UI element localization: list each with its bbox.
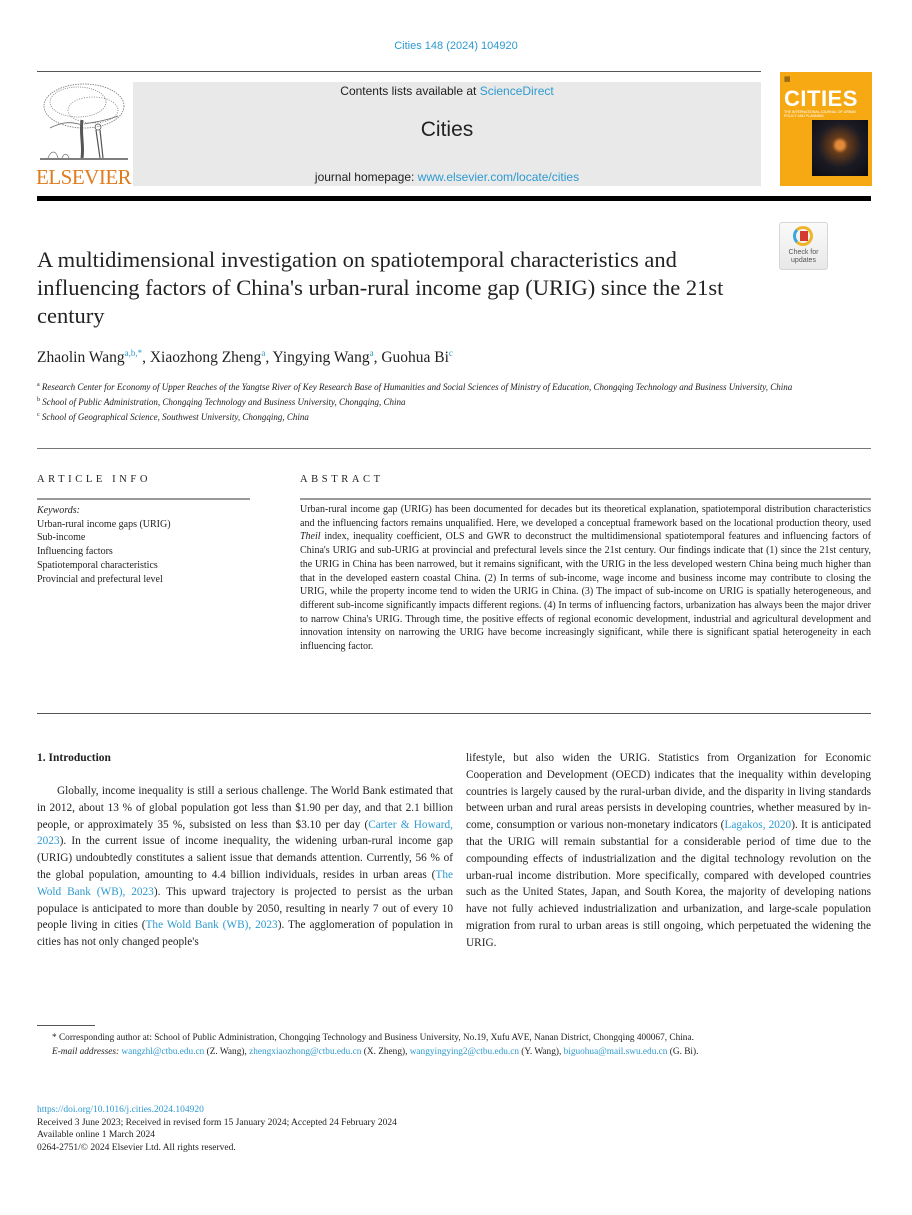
affiliation-text: School of Geographical Science, Southwest University, Chongqing, China — [41, 412, 309, 422]
check-line1: Check for — [788, 249, 819, 256]
section-rule — [37, 448, 871, 449]
affiliation — [37, 379, 797, 394]
keyword: Provincial and prefectural level — [37, 573, 163, 585]
contents-line — [133, 84, 761, 98]
body-text: lifestyle, but also widen the URIG. Statistics from Organization for Economic Cooperation and Development (OECD) indicates that the inequality within developing countries is largely caused by the rural-urban divide, and the disparity in living standards between urban and rural areas persists in developing countries, whether measured by income, consumption or various non-monetary indicators ( — [466, 752, 871, 832]
abstract-part: index, inequality coefficient, OLS and GWR to deconstruct the multidimensional spatiotemporal features and influencing factors of China's URIG and sub-URIG at provincial and prefectural levels since the 21st century. Our findings indicate that (1) since the 21st century, the URIG in China has been narrowed, but it remains significant, with the URIG in the less developed western China being much higher than that in the developed eastern coastal China. (2) In terms of sub-income, wage income and business income may contribute to closing the URIG, while the property income tend to widen the URIG in China. (3) The impact of sub-income on URIG is spatially heterogeneous, and different sub-income significantly impacts different regions. (4) In terms of influencing factors, urbanization has always been the major driver to narrow China's URIG. Through time, the positive effects of regional economic development, industrial and agricultural development and innovation intensity on narrowing the URIG have become increasingly significant, while there is significant spatial heterogeneity in each influencing factor. — [300, 531, 871, 653]
affiliation-text: School of Public Administration, Chongqing Technology and Business University, Chongqing, China — [42, 397, 406, 407]
homepage-line — [133, 170, 761, 184]
author[interactable] — [381, 349, 453, 366]
publication-history: Received 3 June 2023; Received in revised form 15 January 2024; Accepted 24 February 2024 — [37, 1117, 397, 1128]
reference-link[interactable]: The Wold Bank (WB), 2023 — [145, 919, 278, 932]
bookmark-icon — [800, 231, 808, 241]
article-info-rule — [37, 498, 250, 500]
cover-subtitle: THE INTERNATIONAL JOURNAL OF URBAN POLICY AND PLANNING — [784, 110, 856, 118]
keywords-block — [37, 504, 277, 586]
article-info-heading: ARTICLE INFO — [37, 474, 152, 485]
email-link[interactable]: zhengxiaozhong@ctbu.edu.cn — [249, 1047, 362, 1057]
email-owner: (X. Zheng), — [361, 1047, 410, 1057]
check-line2: updates — [791, 257, 816, 264]
publication-info — [37, 1104, 637, 1154]
keyword: Sub-income — [37, 532, 86, 544]
keywords-heading: Keywords: — [37, 505, 80, 516]
intro-right-column — [466, 750, 871, 952]
article-title: A multidimensional investigation on spatiotemporal characteristics and influencing factors of China's urban-rural income gap (URIG) since the 21st century — [37, 247, 724, 328]
header-rule — [37, 71, 761, 72]
journal-name: Cities — [420, 118, 474, 141]
elsevier-wordmark: ELSEVIER — [36, 165, 132, 189]
abstract-text — [300, 503, 871, 654]
reference-link[interactable]: Lagakos, 2020 — [724, 819, 792, 832]
author-affil-marks[interactable]: c — [448, 348, 453, 358]
author-name: Guohua Bi — [381, 349, 449, 367]
email-line — [37, 1045, 871, 1059]
author-affil-marks[interactable]: a,b,* — [124, 348, 143, 358]
keyword: Spatiotemporal characteristics — [37, 559, 158, 571]
abstract-heading: ABSTRACT — [300, 474, 384, 485]
author-affil-marks[interactable]: a — [261, 348, 266, 358]
email-link[interactable]: wangyingying2@ctbu.edu.cn — [409, 1047, 519, 1057]
affiliations — [37, 379, 797, 424]
copyright: 0264-2751/© 2024 Elsevier Ltd. All rights reserved. — [37, 1142, 236, 1153]
body-text: ). It is anticipated that the URIG will remain substantial for a considerable period of time due to the compounding effects of industrialization and the digital technology revolution on the urban-rual income distribution. More specifically, compared with developed countries such as the United States, Japan, and South Korea, the majority of developing nations have not fully achieved industrialization and urbanization, and large-scale population migration from rural to urban areas is still ongoing, which perpetuated the widening the URIG. — [466, 819, 871, 949]
author[interactable] — [273, 349, 382, 366]
abstract-rule — [300, 498, 871, 500]
introduction-heading: 1. Introduction — [37, 752, 111, 764]
abstract-end-rule — [37, 713, 871, 714]
sciencedirect-link[interactable]: ScienceDirect — [479, 84, 554, 98]
author-affil-marks[interactable]: a — [369, 348, 374, 358]
available-online: Available online 1 March 2024 — [37, 1130, 156, 1140]
body-text: ). The agglomeration of population in cities has not only changed people's — [37, 919, 453, 949]
affiliation-mark: c — [37, 412, 40, 418]
corresponding-author-note: * Corresponding author at: School of Public Administration, Chongqing Technology and Business University, No.19, Xufu AVE, Nanan District, Chongqing 400067, China. — [52, 1033, 694, 1043]
affiliation — [37, 409, 797, 424]
journal-masthead — [133, 82, 761, 186]
author-separator: , — [142, 349, 150, 367]
affiliation-mark: b — [37, 397, 40, 403]
email-owner: (Z. Wang), — [204, 1047, 250, 1057]
affiliation-mark: a — [37, 382, 40, 388]
contents-prefix: Contents lists available at — [340, 84, 480, 98]
affiliation — [37, 394, 797, 409]
journal-homepage-link[interactable]: www.elsevier.com/locate/cities — [417, 170, 580, 184]
reference-link[interactable]: Carter & Howard, 2023 — [37, 818, 453, 848]
homepage-prefix: journal homepage: — [314, 170, 418, 184]
author-name: Yingying Wang — [272, 349, 370, 367]
journal-cover[interactable] — [780, 72, 872, 186]
check-for-updates-label — [780, 249, 827, 265]
footnote-rule — [37, 1025, 95, 1026]
cover-title: CITIES — [784, 86, 858, 111]
doi-link[interactable]: https://doi.org/10.1016/j.cities.2024.104920 — [37, 1105, 204, 1115]
author-separator: , — [373, 349, 382, 367]
author[interactable] — [150, 349, 273, 366]
intro-left-column — [37, 783, 453, 951]
email-label: E-mail addresses: — [52, 1047, 120, 1057]
author-name: Xiaozhong Zheng — [149, 349, 262, 367]
body-text: ). In the current issue of income inequality, the widening urban-rural income gap (URIG) undoubtedly constitutes a salient issue that demands attention. Currently, 56 % of the global population, amounting to 4.4 billion individuals, resides in urban areas ( — [37, 835, 453, 881]
reference-link[interactable]: The Wold Bank (WB), 2023 — [37, 868, 453, 898]
author[interactable] — [37, 349, 150, 366]
check-for-updates-button[interactable] — [779, 222, 828, 270]
affiliation-text: Research Center for Economy of Upper Reaches of the Yangtse River of Key Research Base of Humanities and Social Sciences of Ministry of Education, Chongqing Technology and Business University, China — [41, 382, 793, 392]
header-thick-rule — [37, 196, 871, 201]
email-owner: (Y. Wang), — [518, 1047, 564, 1057]
email-owner: (G. Bi). — [667, 1047, 699, 1057]
cover-night-city-image — [812, 120, 868, 176]
keyword: Influencing factors — [37, 546, 113, 558]
body-text: ). This upward trajectory is projected to persist as the urban populace is anticipated to more than double by 2050, resulting in nearly 7 out of every 10 people living in cities ( — [37, 885, 453, 932]
author-name: Zhaolin Wang — [37, 349, 125, 367]
abstract-theil: Theil — [300, 531, 321, 543]
author-list — [37, 348, 453, 367]
email-link[interactable]: biguohua@mail.swu.edu.cn — [563, 1047, 668, 1057]
elsevier-logo[interactable] — [36, 80, 132, 190]
elsevier-tree-icon — [38, 80, 130, 162]
abstract-part: Urban-rural income gap (URIG) has been documented for decades but its theoretical explanation, spatiotemporal distribution characteristics and the influencing factors remains unqualified. Here, we developed a conceptual framework based on the locational production theory, used — [300, 504, 871, 529]
footnotes — [37, 1031, 871, 1059]
journal-citation[interactable]: Cities 148 (2024) 104920 — [394, 40, 518, 52]
body-text: Globally, income inequality is still a serious challenge. The World Bank estimated that in 2012, about 13 % of global population got less than $1.90 per day, and that 2.1 billion people, or approximately 35 %, subsisted on less than $3.10 per day ( — [37, 785, 453, 831]
keyword: Urban-rural income gaps (URIG) — [37, 518, 171, 530]
author-separator: , — [265, 349, 273, 367]
email-link[interactable]: wangzhl@ctbu.edu.cn — [121, 1047, 205, 1057]
elsevier-mini-icon: ▦ — [784, 75, 791, 83]
